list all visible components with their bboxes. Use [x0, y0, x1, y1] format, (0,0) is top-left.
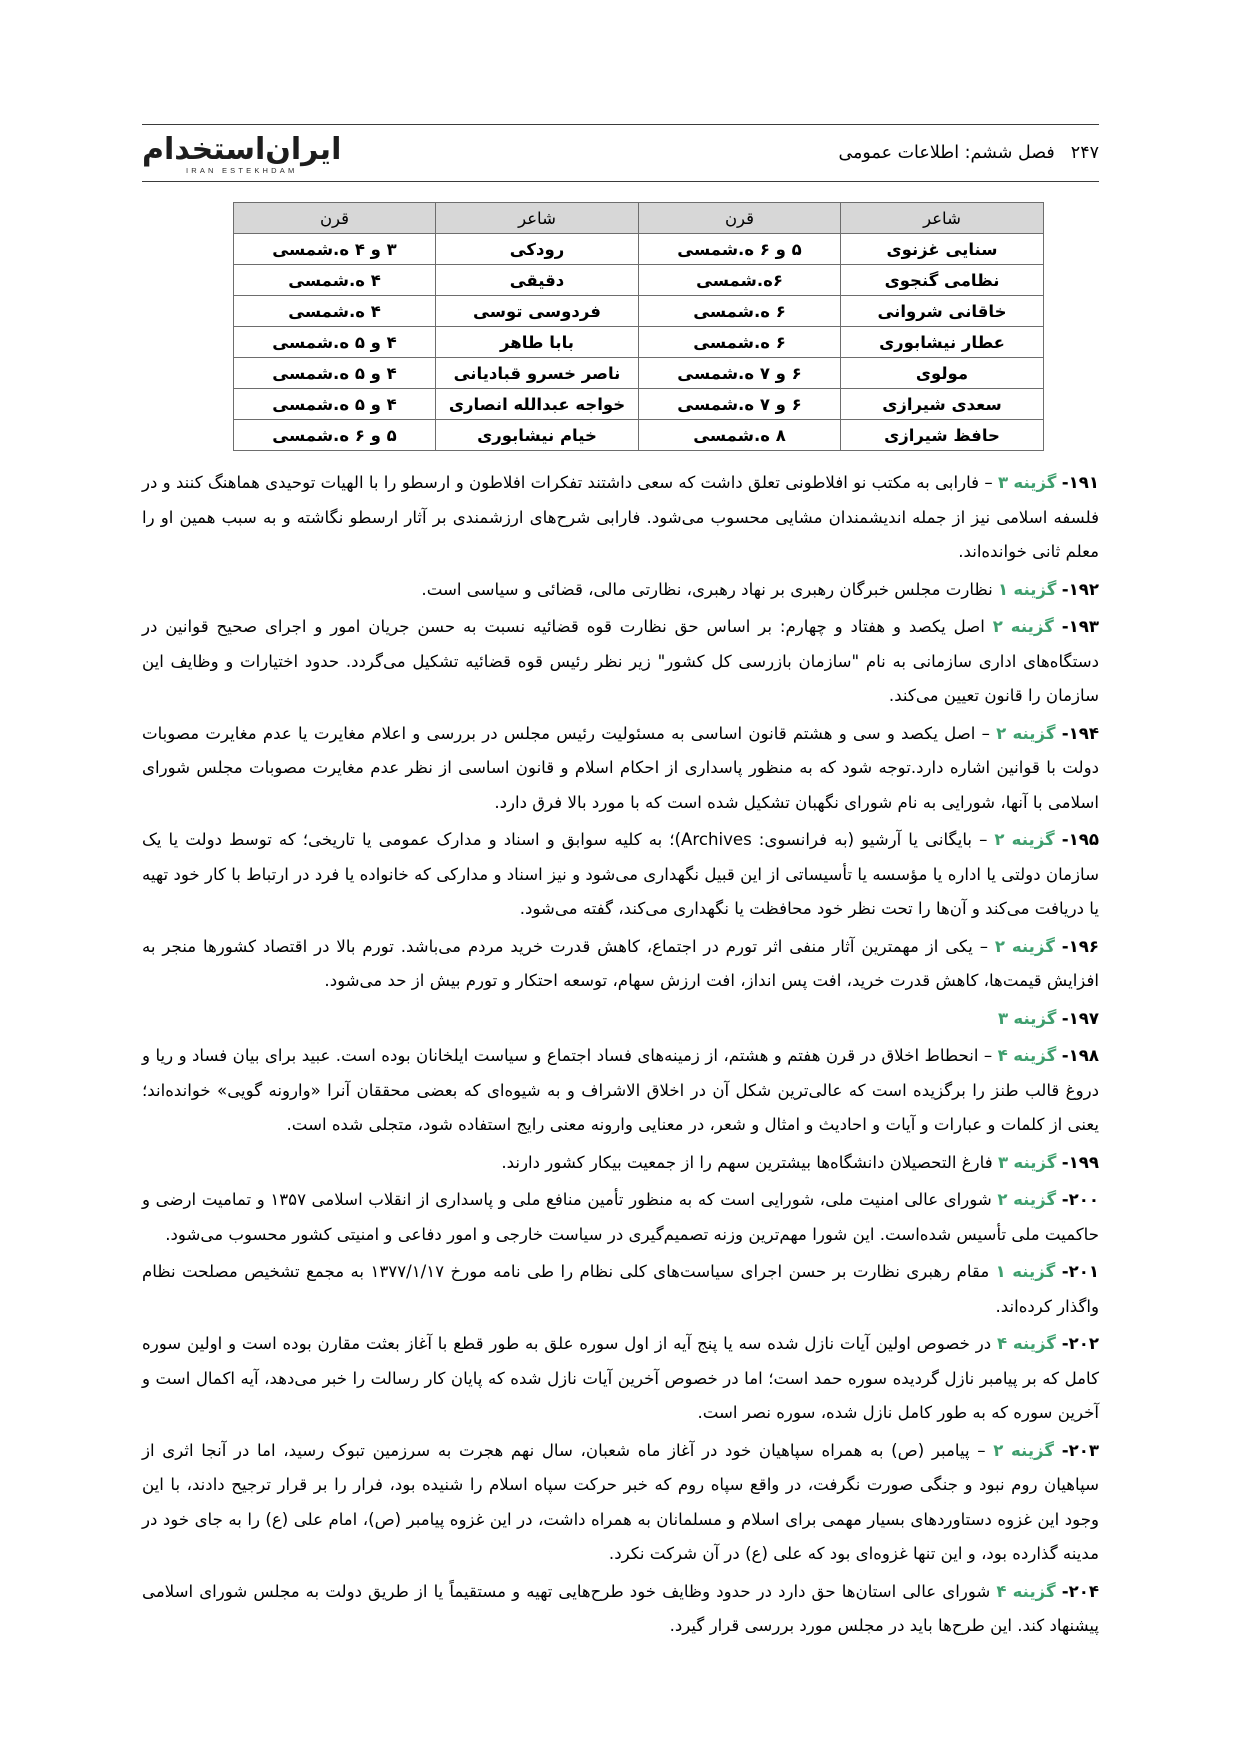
answer-explanation-text: اصل یکصد و هفتاد و چهارم: بر اساس حق نظارت قوه قضائیه نسبت به حسن جریان امور و اجرای صحیح قوانین در دستگاه‌های اداری سازمانی به نام "سازمان بازرسی کل کشور" زیر نظر رئیس قوه قضائیه تشکیل می‌گردد. حدود اختیارات و وظایف این سازمان را قانون تعیین می‌کند. [142, 617, 1099, 705]
table-head [234, 203, 1044, 234]
answer-choice-number: ۲ [993, 1440, 1004, 1460]
cell-century-2: ۴ و ۵ ه.شمسی [234, 358, 436, 389]
answer-question-number: ۲۰۳- [1061, 1440, 1099, 1460]
cell-century-1: ۸ ه.شمسی [639, 420, 841, 451]
answer-explanation-text: در خصوص اولین آیات نازل شده سه یا پنج آیه از اول سوره علق به طور قطع با آغاز بعثت مقارن بوده است و اولین سوره کامل که بر پیامبر نازل گردیده سوره حمد است؛ اما در خصوص آخرین آیات نازل شده که پایان کار رسالت را خبر می‌دهد، آیه اکمال است و آخرین سوره که به طور کامل نازل شده، سوره نصر است. [142, 1334, 1099, 1422]
answer-question-number: ۱۹۶- [1061, 936, 1100, 956]
cell-poet-2: خیام نیشابوری [436, 420, 639, 451]
answer-item [142, 1434, 1099, 1572]
answer-question-number: ۱۹۷- [1061, 1008, 1099, 1028]
table-row [234, 389, 1044, 420]
answer-item [142, 1255, 1099, 1324]
answer-item [142, 1183, 1099, 1252]
answer-explanation-text: انحطاط اخلاق در قرن هفتم و هشتم، از زمینه‌های فساد اجتماع و سیاست ایلخانان بوده است. عبید برای بیان فساد و ریا و دروغ قالب طنز را برگزیده است که عالی‌ترین شکل آن در اخلاق الاشراف و به شیوه‌ای که بعضی محققان آنرا «وارونه گویی» خوانده‌اند؛ یعنی از کلمات و عبارات و آیات و احادیث و امثال و شعر، در معنایی وارونه معنی رایج استفاده شود، متجلی شده است. [142, 1046, 1099, 1134]
cell-poet-1: سعدی شیرازی [841, 389, 1044, 420]
cell-poet-1: نظامی گنجوی [841, 265, 1044, 296]
poets-century-table [233, 202, 1044, 451]
answer-item [142, 1146, 1099, 1181]
table-header-row [234, 203, 1044, 234]
page-header [142, 124, 1099, 182]
table-row [234, 327, 1044, 358]
table-row [234, 265, 1044, 296]
answer-choice-label: گزینه [1013, 1008, 1057, 1028]
answer-choice-number: ۲ [996, 723, 1007, 743]
answer-item [142, 1039, 1099, 1143]
answer-item [142, 573, 1099, 608]
answer-choice-number: ۴ [997, 1046, 1008, 1065]
answer-explanation-text: نظارت مجلس خبرگان رهبری بر نهاد رهبری، نظارتی مالی، قضائی و سیاسی است. [421, 579, 993, 599]
table-row [234, 296, 1044, 327]
answer-explanation-text: یکی از مهمترین آثار منفی اثر تورم در اجتماع، کاهش قدرت خرید مردم می‌باشد. تورم بالا در اقتصاد کشورها منجر به افزایش قیمت‌ها، کاهش قدرت خرید، افت پس انداز، افت ارزش سهام، توسعه احتکار و تورم بیش از حد می‌شود. [142, 936, 1099, 990]
answer-question-number: ۱۹۸- [1061, 1046, 1099, 1065]
answer-choice-label: گزینه [1012, 1262, 1056, 1281]
answer-question-number: ۱۹۱- [1061, 473, 1099, 492]
answer-dash: – [979, 830, 988, 849]
answer-item [142, 717, 1099, 821]
logo-wordmark-en: IRAN ESTEKHDAM [185, 166, 298, 175]
answer-dash: – [979, 936, 988, 956]
answer-choice-label: گزینه [1013, 579, 1057, 599]
answer-question-number: ۲۰۲- [1061, 1334, 1099, 1353]
cell-century-1: ۶ ه.شمسی [639, 327, 841, 358]
answer-explanation-text: اصل یکصد و سی و هشتم قانون اساسی به مسئولیت رئیس مجلس در بررسی و اعلام مغایرت یا عدم مغایرت مصوبات دولت با قوانین اشاره دارد.توجه شود که به منظور پاسداری از احکام اسلام و قانون اساسی از نظر عدم مغایرت مصوبات مجلس شورای اسلامی با آنها، شورایی به نام شورای نگهبان تشکیل شده است که با مورد بالا فرق دارد. [142, 723, 1099, 812]
answer-choice-label: گزینه [1011, 830, 1055, 849]
cell-poet-1: خاقانی شروانی [841, 296, 1044, 327]
cell-century-1: ۶ه.شمسی [639, 265, 841, 296]
answer-item [142, 466, 1099, 570]
th-century-2: قرن [234, 203, 436, 234]
answer-question-number: ۱۹۳- [1061, 617, 1099, 636]
answer-question-number: ۱۹۵- [1061, 830, 1100, 849]
answer-question-number: ۱۹۲- [1061, 579, 1099, 599]
answer-explanation-text: پیامبر (ص) به همراه سپاهیان خود در آغاز ماه شعبان، سال نهم هجرت به سرزمین تبوک رسید، اما در آنجا اثری از سپاهیان روم نبود و جنگی صورت نگرفت، در واقع سپاه روم که خبر حرکت سپاه اسلام را شنیده بود، فرار را بر قرار ترجیح دادند، با این وجود این غزوه دستاوردهای بسیار مهمی برای اسلام و مسلمانان به همراه داشت، در این غزوه پیامبر (ص)، امام علی (ع) را به جای خود در مدینه گذارده بود، و این تنها غزوه‌ای بود که علی (ع) در آن شرکت نکرد. [142, 1440, 1099, 1563]
cell-century-2: ۴ ه.شمسی [234, 265, 436, 296]
th-poet-2: شاعر [436, 203, 639, 234]
cell-poet-1: عطار نیشابوری [841, 327, 1044, 358]
cell-poet-2: بابا طاهر [436, 327, 639, 358]
cell-century-1: ۶ و ۷ ه.شمسی [639, 389, 841, 420]
answer-explanation-text: فارغ التحصیلان دانشگاه‌ها بیشترین سهم را از جمعیت بیکار کشور دارند. [501, 1152, 993, 1172]
brand-logo [142, 132, 342, 175]
table-row [234, 234, 1044, 265]
answer-explanations-list [142, 466, 1099, 1647]
answer-choice-number: ۱ [995, 1262, 1006, 1281]
cell-century-1: ۶ و ۷ ه.شمسی [639, 358, 841, 389]
answer-choice-number: ۳ [997, 1008, 1009, 1028]
answer-question-number: ۲۰۴- [1061, 1581, 1099, 1601]
cell-poet-2: رودکی [436, 234, 639, 265]
cell-century-1: ۶ ه.شمسی [639, 296, 841, 327]
answer-dash: – [981, 723, 990, 743]
page-number: ۲۴۷ [1070, 143, 1099, 163]
answer-item [142, 1575, 1099, 1644]
answer-choice-label: گزینه [1010, 1440, 1055, 1460]
answer-choice-label: گزینه [1012, 1581, 1056, 1601]
cell-poet-2: ناصر خسرو قبادیانی [436, 358, 639, 389]
cell-century-2: ۴ و ۵ ه.شمسی [234, 327, 436, 358]
th-poet-1: شاعر [841, 203, 1044, 234]
answer-choice-label: گزینه [1012, 1334, 1056, 1353]
cell-century-2: ۳ و ۴ ه.شمسی [234, 234, 436, 265]
cell-century-2: ۴ و ۵ ه.شمسی [234, 389, 436, 420]
cell-poet-2: دقیقی [436, 265, 639, 296]
answer-question-number: ۱۹۹- [1061, 1152, 1099, 1172]
answer-choice-number: ۴ [996, 1334, 1008, 1353]
table-row [234, 420, 1044, 451]
answer-choice-label: گزینه [1013, 1046, 1057, 1065]
answer-explanation-text: فارابی به مکتب نو افلاطونی تعلق داشت که سعی داشتند تفکرات افلاطون و ارسطو را با الهیات توحیدی هماهنگ کنند و در فلسفه اسلامی نیز از جمله اندیشمندان مشایی محسوب می‌شود. فارابی شرح‌های ارزشمندی بر آثار ارسطو نگاشته و به سبب همین او را معلم ثانی خوانده‌اند. [142, 473, 1099, 561]
answer-choice-number: ۴ [996, 1581, 1007, 1601]
answer-choice-number: ۲ [997, 1190, 1008, 1209]
answer-explanation-text: مقام رهبری نظارت بر حسن اجرای سیاست‌های کلی نظام را طی نامه مورخ ۱۳۷۷/۱/۱۷ به مجمع تشخیص مصلحت نظام واگذار کرده‌اند. [142, 1262, 1099, 1316]
cell-century-1: ۵ و ۶ ه.شمسی [639, 234, 841, 265]
answer-choice-number: ۲ [992, 617, 1003, 636]
header-left-group [838, 143, 1099, 163]
answer-item [142, 823, 1099, 927]
answer-choice-number: ۳ [997, 473, 1009, 492]
answer-choice-number: ۱ [997, 579, 1009, 599]
answer-choice-label: گزینه [1011, 936, 1055, 956]
answer-dash: – [984, 473, 993, 492]
answer-dash: – [983, 1046, 993, 1065]
answer-question-number: ۲۰۰- [1061, 1190, 1099, 1209]
cell-poet-2: خواجه عبدالله انصاری [436, 389, 639, 420]
table-body [234, 234, 1044, 451]
logo-wordmark-fa: ایران‌استخدام [142, 132, 342, 167]
answer-item [142, 930, 1099, 999]
answer-explanation-text: شورای عالی استان‌ها حق دارد در حدود وظایف خود طرح‌هایی تهیه و مستقیماً یا از طریق دولت به مجلس شورای اسلامی پیشنهاد کند. این طرح‌ها باید در مجلس مورد بررسی قرار گیرد. [142, 1581, 1099, 1635]
answer-explanation-text: بایگانی یا آرشیو (به فرانسوی: Archives)؛ به کلیه سوابق و اسناد و مدارک عمومی یا تاریخی؛ که توسط دولت یا یک سازمان دولتی یا اداره یا مؤسسه یا تأسیساتی از این قبیل نگهداری می‌شود و نیز اسناد و مدارکی که خانواده یا فرد در ارتباط با کار خود تهیه یا دریافت می‌کند و آن‌ها را تحت نظر خود محافظت یا نگهداری می‌کند، گفته می‌شود. [142, 830, 1099, 918]
answer-choice-number: ۲ [994, 936, 1005, 956]
answer-choice-number: ۳ [997, 1152, 1009, 1172]
answer-explanation-text: شورای عالی امنیت ملی، شورایی است که به منظور تأمین منافع ملی و پاسداری از انقلاب اسلامی ۱۳۵۷ و تمامیت ارضی و حاکمیت ملی تأسیس شده‌است. این شورا مهم‌ترین وزنه تصمیم‌گیری در سیاست خارجی و امور دفاعی و امنیتی کشور محسوب می‌شود. [142, 1190, 1099, 1244]
chapter-title: فصل ششم: اطلاعات عمومی [838, 143, 1055, 163]
answer-item [142, 1327, 1099, 1431]
answer-choice-number: ۲ [994, 830, 1005, 849]
answer-choice-label: گزینه [1013, 473, 1057, 492]
cell-poet-1: سنایی غزنوی [841, 234, 1044, 265]
cell-century-2: ۵ و ۶ ه.شمسی [234, 420, 436, 451]
answer-choice-label: گزینه [1013, 1190, 1057, 1209]
answer-choice-label: گزینه [1013, 1152, 1057, 1172]
cell-poet-1: مولوی [841, 358, 1044, 389]
cell-poet-1: حافظ شیرازی [841, 420, 1044, 451]
answer-question-number: ۲۰۱- [1061, 1262, 1099, 1281]
table-row [234, 358, 1044, 389]
th-century-1: قرن [639, 203, 841, 234]
answer-item [142, 1002, 1099, 1037]
answer-dash: – [977, 1440, 986, 1460]
cell-poet-2: فردوسی توسی [436, 296, 639, 327]
answer-choice-label: گزینه [1012, 723, 1056, 743]
cell-century-2: ۴ ه.شمسی [234, 296, 436, 327]
answer-choice-label: گزینه [1010, 617, 1054, 636]
answer-item [142, 610, 1099, 714]
answer-question-number: ۱۹۴- [1061, 723, 1099, 743]
